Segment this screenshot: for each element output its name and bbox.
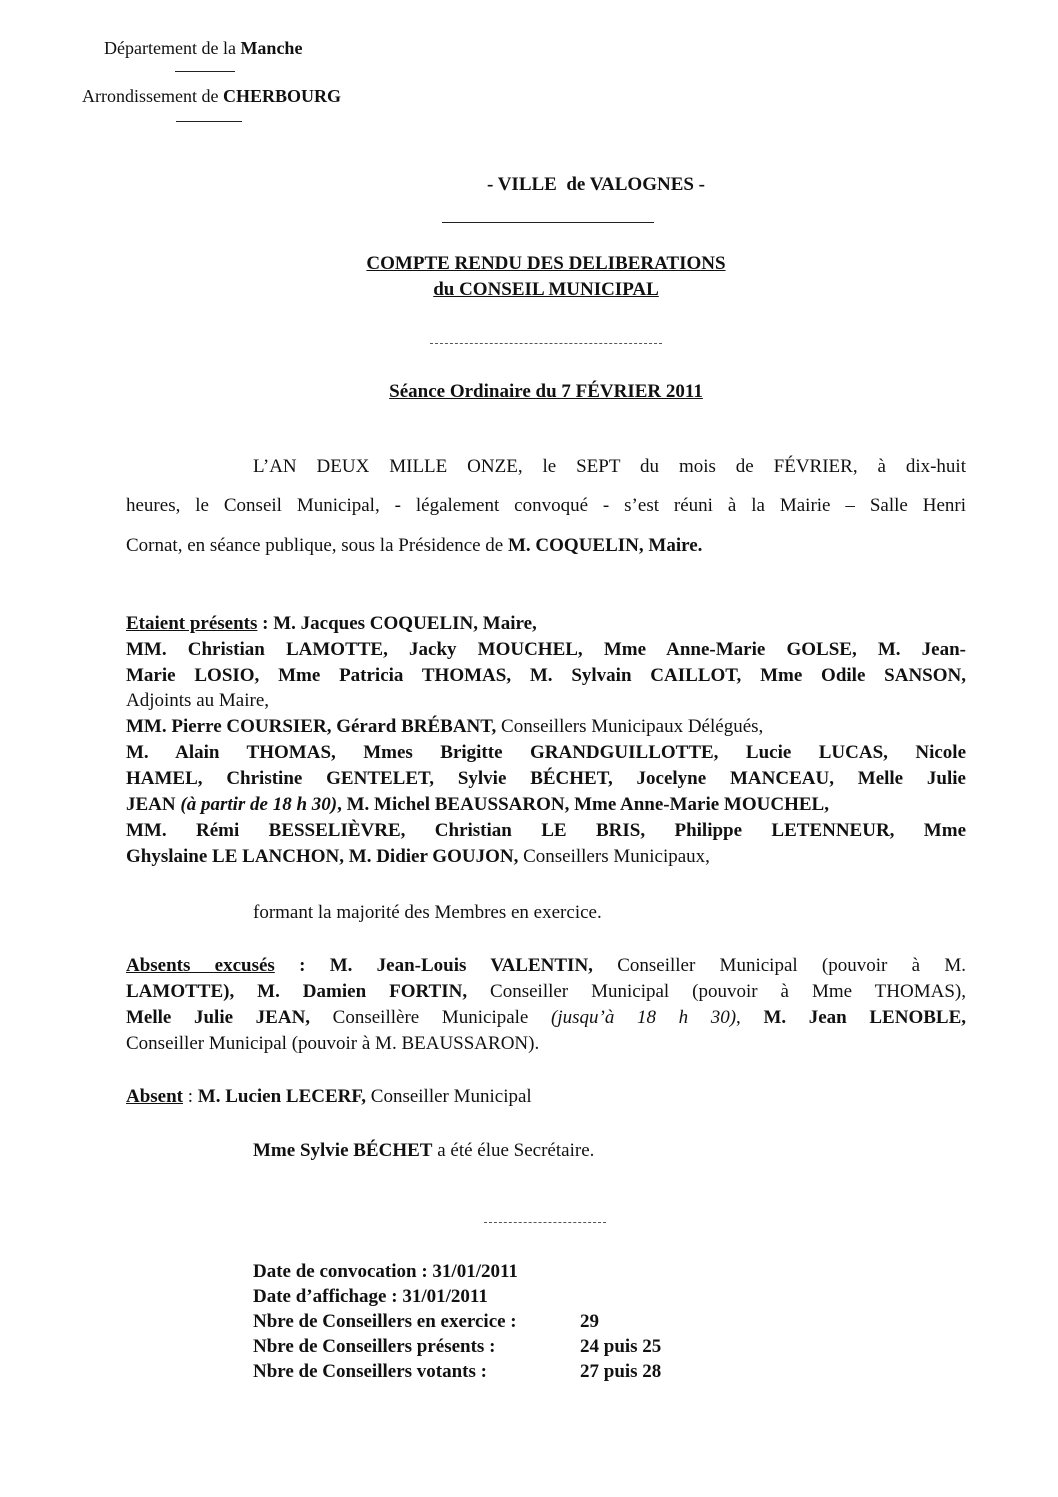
stat-votants-value: 27 puis 28	[580, 1361, 662, 1382]
title-dashed-rule	[430, 343, 662, 344]
excuses-line-3-a: Melle Julie JEAN,	[126, 1007, 311, 1028]
intro-line-2: heures, le Conseil Municipal, - légalement convoqué - s’est réuni à la Mairie – Salle Henri	[126, 495, 966, 516]
arrondissement-prefix: Arrondissement de	[82, 86, 219, 106]
presents-line-8-name: JEAN	[126, 794, 181, 815]
president-name: M. COQUELIN, Maire.	[508, 535, 703, 556]
department-name: Manche	[240, 38, 303, 58]
stat-convocation-label: Date de convocation :	[253, 1261, 433, 1282]
compte-rendu-title	[296, 251, 796, 303]
presents-line-9: MM. Rémi BESSELIÈVRE, Christian LE BRIS, Philippe LETENNEUR, Mme	[126, 820, 966, 841]
majorite-line: formant la majorité des Membres en exercice.	[253, 902, 602, 923]
ville-rule	[442, 222, 654, 223]
excuses-line-1-role: Conseiller Municipal (pouvoir à M.	[592, 955, 966, 976]
intro-line-3	[126, 535, 702, 557]
department-line	[104, 38, 302, 59]
absent-name: M. Lucien LECERF,	[197, 1086, 367, 1107]
presents-line-1-text: : M. Jacques COQUELIN, Maire,	[257, 613, 537, 634]
stat-votants	[253, 1361, 662, 1383]
presents-line-4: Adjoints au Maire,	[126, 690, 270, 711]
stat-convocation-value: 31/01/2011	[432, 1261, 518, 1282]
presents-line-7: HAMEL, Christine GENTELET, Sylvie BÉCHET, Jocelyne MANCEAU, Melle Julie	[126, 768, 966, 789]
presents-line-6: M. Alain THOMAS, Mmes Brigitte GRANDGUILLOTTE, Lucie LUCAS, Nicole	[126, 742, 966, 763]
absent-label: Absent	[126, 1086, 184, 1107]
secretaire-name: Mme Sylvie BÉCHET	[253, 1140, 433, 1161]
seance-label: Séance Ordinaire du 7 FÉVRIER 2011	[389, 381, 703, 402]
department-prefix: Département de la	[104, 38, 236, 58]
stat-exercice	[253, 1311, 599, 1333]
stat-affichage	[253, 1286, 488, 1308]
absent-role: Conseiller Municipal	[366, 1086, 532, 1107]
presents-line-5-names: MM. Pierre COURSIER, Gérard BRÉBANT,	[126, 716, 497, 737]
stat-presents-label: Nbre de Conseillers présents :	[253, 1336, 496, 1357]
presents-line-5	[126, 716, 966, 738]
presents-line-3: Marie LOSIO, Mme Patricia THOMAS, M. Sylvain CAILLOT, Mme Odile SANSON,	[126, 665, 966, 686]
stat-presents	[253, 1336, 662, 1358]
excuses-label: Absents excusés	[126, 955, 275, 976]
stat-affichage-value: 31/01/2011	[402, 1286, 488, 1307]
absent-line	[126, 1086, 966, 1108]
excuses-line-2-b: M. Damien FORTIN,	[234, 981, 468, 1002]
secretaire-line	[253, 1140, 594, 1162]
presents-label: Etaient présents	[126, 613, 258, 634]
excuses-line-2-a: LAMOTTE),	[126, 981, 235, 1002]
intro-line-3-text: Cornat, en séance publique, sous la Présidence de	[126, 535, 508, 556]
excuses-line-4: Conseiller Municipal (pouvoir à M. BEAUSSARON).	[126, 1033, 540, 1054]
stat-exercice-value: 29	[580, 1311, 599, 1332]
excuses-line-1	[126, 955, 966, 977]
arrondissement-name: CHERBOURG	[222, 86, 341, 106]
excuses-line-3	[126, 1007, 966, 1029]
stats-dashed-rule	[484, 1222, 606, 1223]
stat-convocation	[253, 1261, 518, 1283]
stat-presents-value: 24 puis 25	[580, 1336, 662, 1357]
excuses-line-2-c: Conseiller Municipal (pouvoir à Mme THOMAS),	[467, 981, 966, 1002]
seance-title	[296, 381, 796, 403]
presents-line-10-role: Conseillers Municipaux,	[518, 846, 710, 867]
presents-line-8-note: (à partir de 18 h 30)	[180, 794, 338, 815]
absent-sep: :	[183, 1086, 198, 1107]
presents-line-1	[126, 613, 966, 635]
intro-line-1: L’AN DEUX MILLE ONZE, le SEPT du mois de FÉVRIER, à dix-huit	[253, 456, 966, 477]
arrondissement-line	[82, 86, 341, 107]
compte-rendu-line2: du CONSEIL MUNICIPAL	[433, 279, 659, 300]
excuses-line-3-c: (jusqu’à 18 h 30)	[551, 1007, 737, 1028]
presents-line-10-names: Ghyslaine LE LANCHON, M. Didier GOUJON,	[126, 846, 519, 867]
ville-title: - VILLE de VALOGNES -	[486, 174, 706, 195]
arrondissement-rule	[176, 121, 242, 122]
excuses-line-3-b: Conseillère Municipale	[310, 1007, 551, 1028]
presents-line-10	[126, 846, 966, 868]
stat-exercice-label: Nbre de Conseillers en exercice :	[253, 1311, 517, 1332]
presents-line-8-rest: , M. Michel BEAUSSARON, Mme Anne-Marie MOUCHEL,	[337, 794, 829, 815]
presents-line-2: MM. Christian LAMOTTE, Jacky MOUCHEL, Mme Anne-Marie GOLSE, M. Jean-	[126, 639, 966, 660]
stat-votants-label: Nbre de Conseillers votants :	[253, 1361, 487, 1382]
secretaire-text: a été élue Secrétaire.	[432, 1140, 595, 1161]
excuses-line-3-e: M. Jean LENOBLE,	[763, 1007, 966, 1028]
excuses-line-2	[126, 981, 966, 1003]
presents-line-8	[126, 794, 829, 816]
stat-affichage-label: Date d’affichage :	[253, 1286, 403, 1307]
excuses-line-1-name: : M. Jean-Louis VALENTIN,	[274, 955, 593, 976]
excuses-line-3-d: ,	[736, 1007, 764, 1028]
presents-line-5-role: Conseillers Municipaux Délégués,	[496, 716, 764, 737]
compte-rendu-line1: COMPTE RENDU DES DELIBERATIONS	[366, 253, 726, 274]
department-rule	[175, 71, 235, 72]
